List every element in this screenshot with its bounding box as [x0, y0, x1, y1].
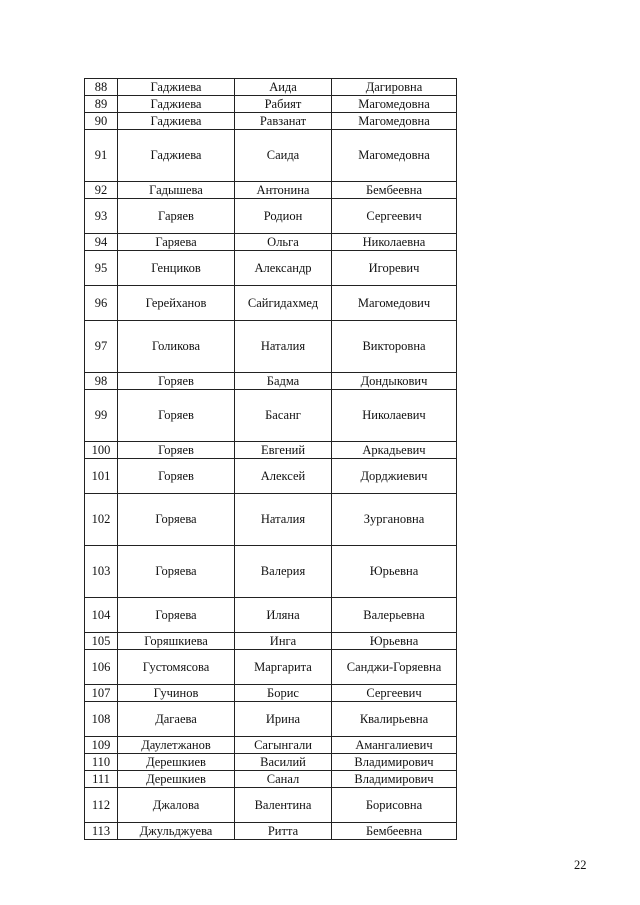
patronymic: Николаевна	[332, 234, 457, 251]
row-number: 94	[85, 234, 118, 251]
last-name: Голикова	[118, 321, 235, 373]
row-number: 99	[85, 390, 118, 442]
last-name: Горяева	[118, 546, 235, 598]
names-table	[84, 78, 457, 840]
table-row	[85, 494, 457, 546]
table-row	[85, 390, 457, 442]
last-name: Гаджиева	[118, 113, 235, 130]
patronymic: Сергеевич	[332, 685, 457, 702]
patronymic: Викторовна	[332, 321, 457, 373]
last-name: Гучинов	[118, 685, 235, 702]
table-row	[85, 442, 457, 459]
first-name: Антонина	[235, 182, 332, 199]
table-row	[85, 234, 457, 251]
table-row	[85, 182, 457, 199]
row-number: 111	[85, 771, 118, 788]
first-name: Маргарита	[235, 650, 332, 685]
first-name: Ритта	[235, 823, 332, 840]
row-number: 90	[85, 113, 118, 130]
first-name: Наталия	[235, 494, 332, 546]
first-name: Инга	[235, 633, 332, 650]
patronymic: Дагировна	[332, 79, 457, 96]
names-table-body	[85, 79, 457, 840]
row-number: 96	[85, 286, 118, 321]
patronymic: Санджи-Горяевна	[332, 650, 457, 685]
first-name: Евгений	[235, 442, 332, 459]
row-number: 110	[85, 754, 118, 771]
patronymic: Магомедович	[332, 286, 457, 321]
first-name: Ирина	[235, 702, 332, 737]
patronymic: Валерьевна	[332, 598, 457, 633]
last-name: Горяева	[118, 494, 235, 546]
patronymic: Магомедовна	[332, 130, 457, 182]
first-name: Басанг	[235, 390, 332, 442]
row-number: 109	[85, 737, 118, 754]
last-name: Горяев	[118, 390, 235, 442]
table-row	[85, 598, 457, 633]
row-number: 88	[85, 79, 118, 96]
row-number: 91	[85, 130, 118, 182]
last-name: Дерешкиев	[118, 771, 235, 788]
patronymic: Игоревич	[332, 251, 457, 286]
patronymic: Бембеевна	[332, 182, 457, 199]
row-number: 113	[85, 823, 118, 840]
table-row	[85, 199, 457, 234]
first-name: Ольга	[235, 234, 332, 251]
last-name: Гаряев	[118, 199, 235, 234]
patronymic: Магомедовна	[332, 113, 457, 130]
row-number: 89	[85, 96, 118, 113]
last-name: Горяшкиева	[118, 633, 235, 650]
row-number: 100	[85, 442, 118, 459]
patronymic: Квалирьевна	[332, 702, 457, 737]
first-name: Василий	[235, 754, 332, 771]
first-name: Сайгидахмед	[235, 286, 332, 321]
table-row	[85, 546, 457, 598]
table-row	[85, 113, 457, 130]
first-name: Александр	[235, 251, 332, 286]
last-name: Дерешкиев	[118, 754, 235, 771]
table-row	[85, 459, 457, 494]
row-number: 92	[85, 182, 118, 199]
first-name: Борис	[235, 685, 332, 702]
patronymic: Дондыкович	[332, 373, 457, 390]
table-row	[85, 96, 457, 113]
first-name: Бадма	[235, 373, 332, 390]
patronymic: Зургановна	[332, 494, 457, 546]
table-row	[85, 373, 457, 390]
last-name: Горяев	[118, 442, 235, 459]
row-number: 98	[85, 373, 118, 390]
patronymic: Сергеевич	[332, 199, 457, 234]
patronymic: Дорджиевич	[332, 459, 457, 494]
row-number: 104	[85, 598, 118, 633]
patronymic: Борисовна	[332, 788, 457, 823]
table-row	[85, 633, 457, 650]
table-row	[85, 251, 457, 286]
page-number: 22	[574, 858, 587, 872]
table-row	[85, 771, 457, 788]
first-name: Равзанат	[235, 113, 332, 130]
patronymic: Амангалиевич	[332, 737, 457, 754]
last-name: Горяев	[118, 459, 235, 494]
row-number: 103	[85, 546, 118, 598]
patronymic: Николаевич	[332, 390, 457, 442]
first-name: Наталия	[235, 321, 332, 373]
row-number: 95	[85, 251, 118, 286]
row-number: 107	[85, 685, 118, 702]
last-name: Густомясова	[118, 650, 235, 685]
first-name: Саида	[235, 130, 332, 182]
table-row	[85, 650, 457, 685]
table-row	[85, 286, 457, 321]
patronymic: Магомедовна	[332, 96, 457, 113]
row-number: 105	[85, 633, 118, 650]
last-name: Даулетжанов	[118, 737, 235, 754]
first-name: Санал	[235, 771, 332, 788]
row-number: 106	[85, 650, 118, 685]
first-name: Сагынгали	[235, 737, 332, 754]
last-name: Генциков	[118, 251, 235, 286]
first-name: Аида	[235, 79, 332, 96]
row-number: 93	[85, 199, 118, 234]
table-row	[85, 754, 457, 771]
table-row	[85, 130, 457, 182]
patronymic: Аркадьевич	[332, 442, 457, 459]
row-number: 108	[85, 702, 118, 737]
row-number: 97	[85, 321, 118, 373]
patronymic: Юрьевна	[332, 633, 457, 650]
last-name: Герейханов	[118, 286, 235, 321]
last-name: Дагаева	[118, 702, 235, 737]
table-row	[85, 321, 457, 373]
table-row	[85, 702, 457, 737]
first-name: Рабият	[235, 96, 332, 113]
row-number: 112	[85, 788, 118, 823]
patronymic: Владимирович	[332, 771, 457, 788]
first-name: Валерия	[235, 546, 332, 598]
patronymic: Владимирович	[332, 754, 457, 771]
last-name: Горяева	[118, 598, 235, 633]
table-row	[85, 79, 457, 96]
row-number: 101	[85, 459, 118, 494]
first-name: Иляна	[235, 598, 332, 633]
first-name: Родион	[235, 199, 332, 234]
table-row	[85, 685, 457, 702]
table-row	[85, 788, 457, 823]
row-number: 102	[85, 494, 118, 546]
patronymic: Юрьевна	[332, 546, 457, 598]
first-name: Валентина	[235, 788, 332, 823]
table-row	[85, 823, 457, 840]
patronymic: Бембеевна	[332, 823, 457, 840]
last-name: Гаряева	[118, 234, 235, 251]
table-row	[85, 737, 457, 754]
last-name: Джульджуева	[118, 823, 235, 840]
last-name: Гаджиева	[118, 130, 235, 182]
last-name: Гаджиева	[118, 96, 235, 113]
last-name: Гаджиева	[118, 79, 235, 96]
first-name: Алексей	[235, 459, 332, 494]
last-name: Джалова	[118, 788, 235, 823]
last-name: Гадышева	[118, 182, 235, 199]
last-name: Горяев	[118, 373, 235, 390]
